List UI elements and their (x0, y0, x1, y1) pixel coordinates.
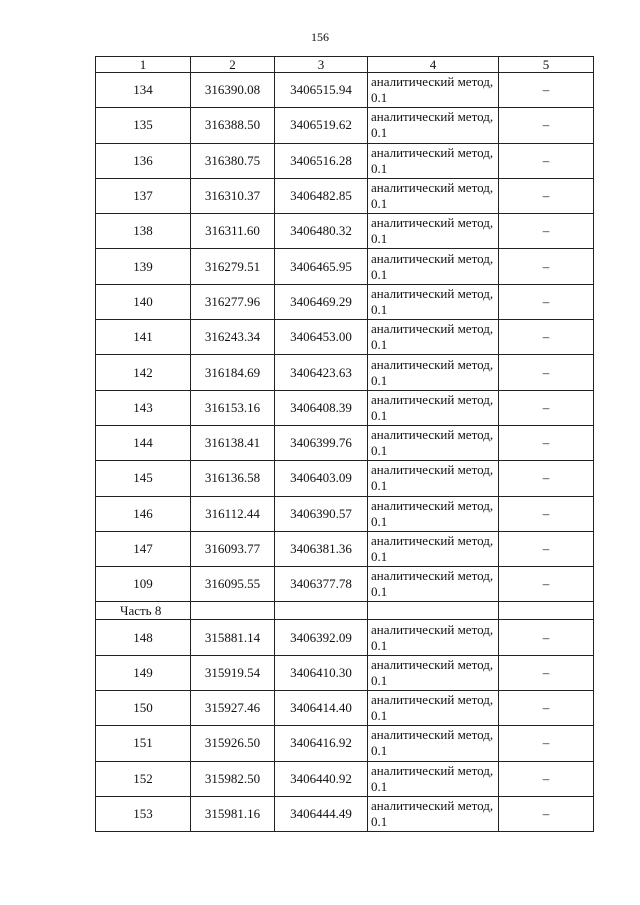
method-cell: аналитический метод, 0.1 (368, 531, 499, 566)
note-cell: – (499, 761, 594, 796)
coord-x: 316093.77 (191, 531, 275, 566)
coord-x: 316112.44 (191, 496, 275, 531)
method-cell: аналитический метод, 0.1 (368, 178, 499, 213)
point-number: 134 (96, 73, 191, 108)
coord-x: 315881.14 (191, 620, 275, 655)
coord-y: 3406453.00 (275, 320, 368, 355)
part-label: Часть 8 (96, 602, 191, 620)
note-cell: – (499, 249, 594, 284)
table-row (96, 355, 594, 390)
empty-cell (191, 602, 275, 620)
note-cell: – (499, 567, 594, 602)
point-number: 153 (96, 796, 191, 831)
point-number: 143 (96, 390, 191, 425)
coord-x: 316184.69 (191, 355, 275, 390)
coord-y: 3406381.36 (275, 531, 368, 566)
note-cell: – (499, 531, 594, 566)
coord-x: 316310.37 (191, 178, 275, 213)
coord-y: 3406414.40 (275, 691, 368, 726)
table-row (96, 143, 594, 178)
table-row (96, 531, 594, 566)
coord-y: 3406410.30 (275, 655, 368, 690)
coord-x: 316153.16 (191, 390, 275, 425)
note-cell: – (499, 425, 594, 460)
coord-x: 316243.34 (191, 320, 275, 355)
method-cell: аналитический метод, 0.1 (368, 567, 499, 602)
note-cell: – (499, 73, 594, 108)
table-row (96, 320, 594, 355)
point-number: 136 (96, 143, 191, 178)
coordinates-table (95, 56, 594, 832)
table-row (96, 73, 594, 108)
method-cell: аналитический метод, 0.1 (368, 726, 499, 761)
method-cell: аналитический метод, 0.1 (368, 73, 499, 108)
method-cell: аналитический метод, 0.1 (368, 796, 499, 831)
note-cell: – (499, 655, 594, 690)
coord-y: 3406482.85 (275, 178, 368, 213)
coord-x: 316390.08 (191, 73, 275, 108)
method-cell: аналитический метод, 0.1 (368, 214, 499, 249)
method-cell: аналитический метод, 0.1 (368, 143, 499, 178)
point-number: 151 (96, 726, 191, 761)
table-header-row (96, 57, 594, 73)
point-number: 140 (96, 284, 191, 319)
coord-x: 315926.50 (191, 726, 275, 761)
table-row (96, 691, 594, 726)
method-cell: аналитический метод, 0.1 (368, 284, 499, 319)
method-cell: аналитический метод, 0.1 (368, 425, 499, 460)
coord-y: 3406465.95 (275, 249, 368, 284)
table-row (96, 761, 594, 796)
coord-y: 3406515.94 (275, 73, 368, 108)
method-cell: аналитический метод, 0.1 (368, 655, 499, 690)
empty-cell (368, 602, 499, 620)
point-number: 142 (96, 355, 191, 390)
table-row (96, 796, 594, 831)
method-cell: аналитический метод, 0.1 (368, 249, 499, 284)
method-cell: аналитический метод, 0.1 (368, 355, 499, 390)
coord-x: 316279.51 (191, 249, 275, 284)
coord-y: 3406408.39 (275, 390, 368, 425)
coord-x: 315919.54 (191, 655, 275, 690)
note-cell: – (499, 496, 594, 531)
empty-cell (499, 602, 594, 620)
method-cell: аналитический метод, 0.1 (368, 461, 499, 496)
coord-y: 3406440.92 (275, 761, 368, 796)
table-body (96, 73, 594, 832)
method-cell: аналитический метод, 0.1 (368, 620, 499, 655)
note-cell: – (499, 284, 594, 319)
point-number: 135 (96, 108, 191, 143)
table-row (96, 178, 594, 213)
coord-x: 316388.50 (191, 108, 275, 143)
point-number: 141 (96, 320, 191, 355)
method-cell: аналитический метод, 0.1 (368, 496, 499, 531)
note-cell: – (499, 726, 594, 761)
note-cell: – (499, 620, 594, 655)
table-row (96, 655, 594, 690)
coord-y: 3406516.28 (275, 143, 368, 178)
point-number: 144 (96, 425, 191, 460)
point-number: 152 (96, 761, 191, 796)
coord-x: 316138.41 (191, 425, 275, 460)
table-row (96, 726, 594, 761)
coord-y: 3406392.09 (275, 620, 368, 655)
coord-y: 3406480.32 (275, 214, 368, 249)
table-row (96, 249, 594, 284)
note-cell: – (499, 178, 594, 213)
note-cell: – (499, 355, 594, 390)
point-number: 138 (96, 214, 191, 249)
part-divider-row (96, 602, 594, 620)
header-col-2: 2 (191, 57, 275, 73)
coord-x: 316136.58 (191, 461, 275, 496)
point-number: 139 (96, 249, 191, 284)
coord-x: 315927.46 (191, 691, 275, 726)
note-cell: – (499, 461, 594, 496)
table-row (96, 496, 594, 531)
coord-x: 316311.60 (191, 214, 275, 249)
table-row (96, 214, 594, 249)
point-number: 137 (96, 178, 191, 213)
table-row (96, 461, 594, 496)
method-cell: аналитический метод, 0.1 (368, 761, 499, 796)
method-cell: аналитический метод, 0.1 (368, 108, 499, 143)
empty-cell (275, 602, 368, 620)
coord-x: 316095.55 (191, 567, 275, 602)
coord-y: 3406416.92 (275, 726, 368, 761)
coord-y: 3406423.63 (275, 355, 368, 390)
header-col-5: 5 (499, 57, 594, 73)
table-row (96, 425, 594, 460)
note-cell: – (499, 143, 594, 178)
point-number: 149 (96, 655, 191, 690)
point-number: 150 (96, 691, 191, 726)
note-cell: – (499, 108, 594, 143)
note-cell: – (499, 691, 594, 726)
method-cell: аналитический метод, 0.1 (368, 390, 499, 425)
point-number: 147 (96, 531, 191, 566)
coord-y: 3406403.09 (275, 461, 368, 496)
note-cell: – (499, 390, 594, 425)
point-number: 146 (96, 496, 191, 531)
method-cell: аналитический метод, 0.1 (368, 691, 499, 726)
page-number: 156 (311, 30, 329, 44)
note-cell: – (499, 320, 594, 355)
table-row (96, 620, 594, 655)
table-row (96, 108, 594, 143)
table-row (96, 567, 594, 602)
table-row (96, 284, 594, 319)
coord-y: 3406444.49 (275, 796, 368, 831)
header-col-4: 4 (368, 57, 499, 73)
coord-y: 3406519.62 (275, 108, 368, 143)
coord-x: 315981.16 (191, 796, 275, 831)
coord-y: 3406399.76 (275, 425, 368, 460)
method-cell: аналитический метод, 0.1 (368, 320, 499, 355)
coord-y: 3406469.29 (275, 284, 368, 319)
coord-x: 316380.75 (191, 143, 275, 178)
header-col-1: 1 (96, 57, 191, 73)
note-cell: – (499, 214, 594, 249)
header-col-3: 3 (275, 57, 368, 73)
table-row (96, 390, 594, 425)
coord-y: 3406377.78 (275, 567, 368, 602)
coord-x: 316277.96 (191, 284, 275, 319)
point-number: 109 (96, 567, 191, 602)
point-number: 148 (96, 620, 191, 655)
coord-x: 315982.50 (191, 761, 275, 796)
coord-y: 3406390.57 (275, 496, 368, 531)
note-cell: – (499, 796, 594, 831)
point-number: 145 (96, 461, 191, 496)
